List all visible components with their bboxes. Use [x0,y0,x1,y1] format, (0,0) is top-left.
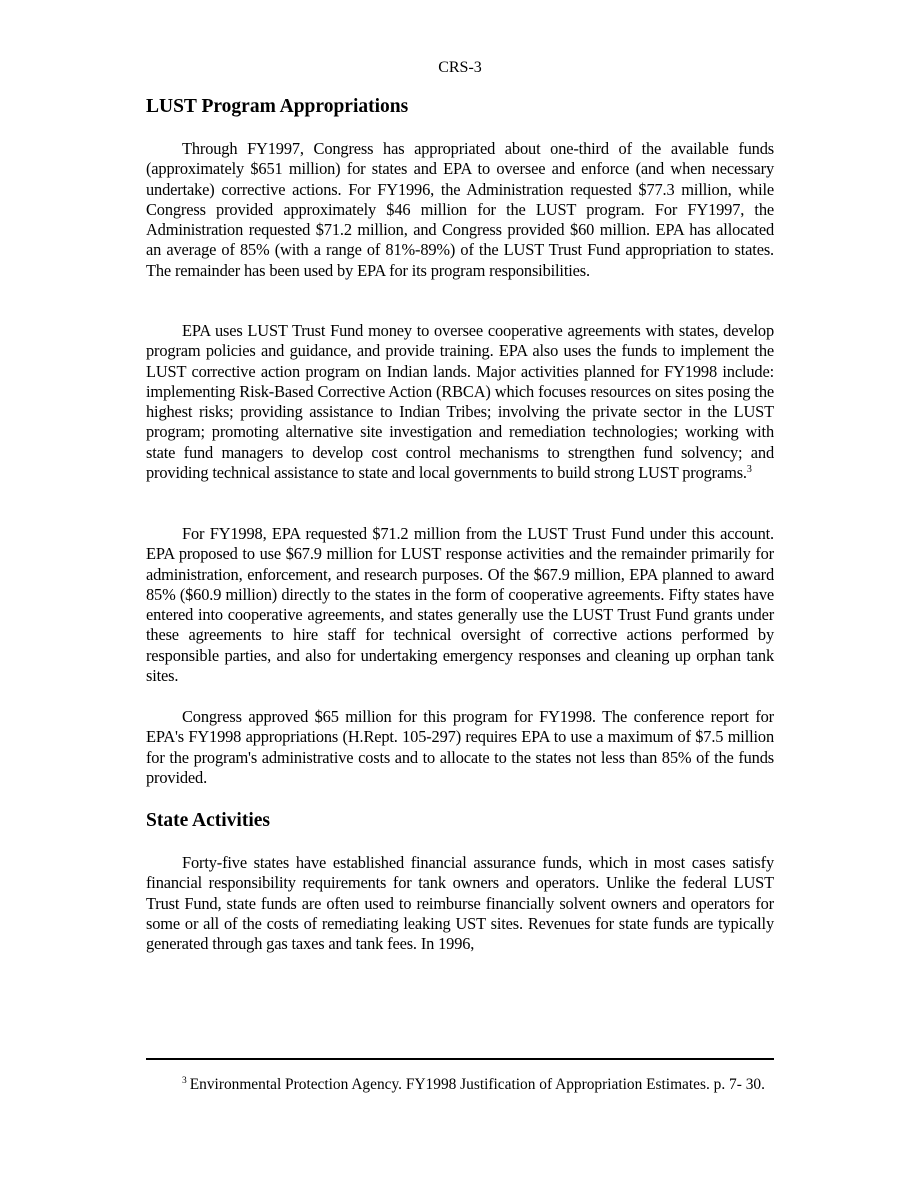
footnote [146,1075,774,1095]
footnote-reference: 3 [746,464,752,476]
section-heading-lust-appropriations: LUST Program Appropriations [146,96,409,117]
document-page [146,0,774,1191]
page-number: CRS-3 [438,59,482,76]
body-paragraph: Through FY1997, Congress has appropriated about one-third of the available funds (approximately $651 million) for states and EPA to oversee and enforce (and when necessary undertake) corrective actions. For FY1996, the Administration requested $77.3 million, while Congress provided approximately $46 million for the LUST program. For FY1997, the Administration requested $71.2 million, and Congress provided $60 million. EPA has allocated an average of 85% (with a range of 81%-89%) of the LUST Trust Fund appropriation to states. The remainder has been used by EPA for its program responsibilities. [146,139,774,280]
body-paragraph: For FY1998, EPA requested $71.2 million from the LUST Trust Fund under this account. EPA proposed to use $67.9 million for LUST response activities and the remainder primarily for administration, enforcement, and research purposes. Of the $67.9 million, EPA planned to award 85% ($60.9 million) directly to the states in the form of cooperative agreements. Fifty states have entered into cooperative agreements, and states generally use the LUST Trust Fund grants under these agreements to hire staff for technical oversight of corrective actions performed by responsible parties, and also for undertaking emergency responses and cleaning up orphan tank sites. [146,524,774,686]
body-paragraph: Forty-five states have established financial assurance funds, which in most cases satisfy financial responsibility requirements for tank owners and operators. Unlike the federal LUST Trust Fund, state funds are often used to reimburse financially solvent owners and operators for some or all of the costs of remediating leaking UST sites. Revenues for state funds are typically generated through gas taxes and tank fees. In 1996, [146,853,774,954]
footnote-divider [146,1058,774,1060]
footnote-text: Environmental Protection Agency. FY1998 Justification of Appropriation Estimates. p. 7- 30. [189,1076,765,1093]
body-paragraph [146,321,774,483]
paragraph-text: EPA uses LUST Trust Fund money to oversee cooperative agreements with states, develop program policies and guidance, and provide training. EPA also uses the funds to implement the LUST corrective action program on Indian lands. Major activities planned for FY1998 include: implementing Risk-Based Corrective Action (RBCA) which focuses resources on sites posing the highest risks; providing assistance to Indian Tribes; involving the private sector in the LUST program; promoting alternative site investigation and remediation technologies; working with state fund managers to develop cost control mechanisms to strengthen fund solvency; and providing technical assistance to state and local governments to build strong LUST programs. [146,321,774,483]
footnote-number: 3 [182,1076,187,1086]
section-heading-state-activities: State Activities [146,810,271,831]
body-paragraph: Congress approved $65 million for this program for FY1998. The conference report for EPA's FY1998 appropriations (H.Rept. 105-297) requires EPA to use a maximum of $7.5 million for the program's administrative costs and to allocate to the states not less than 85% of the funds provided. [146,707,774,787]
